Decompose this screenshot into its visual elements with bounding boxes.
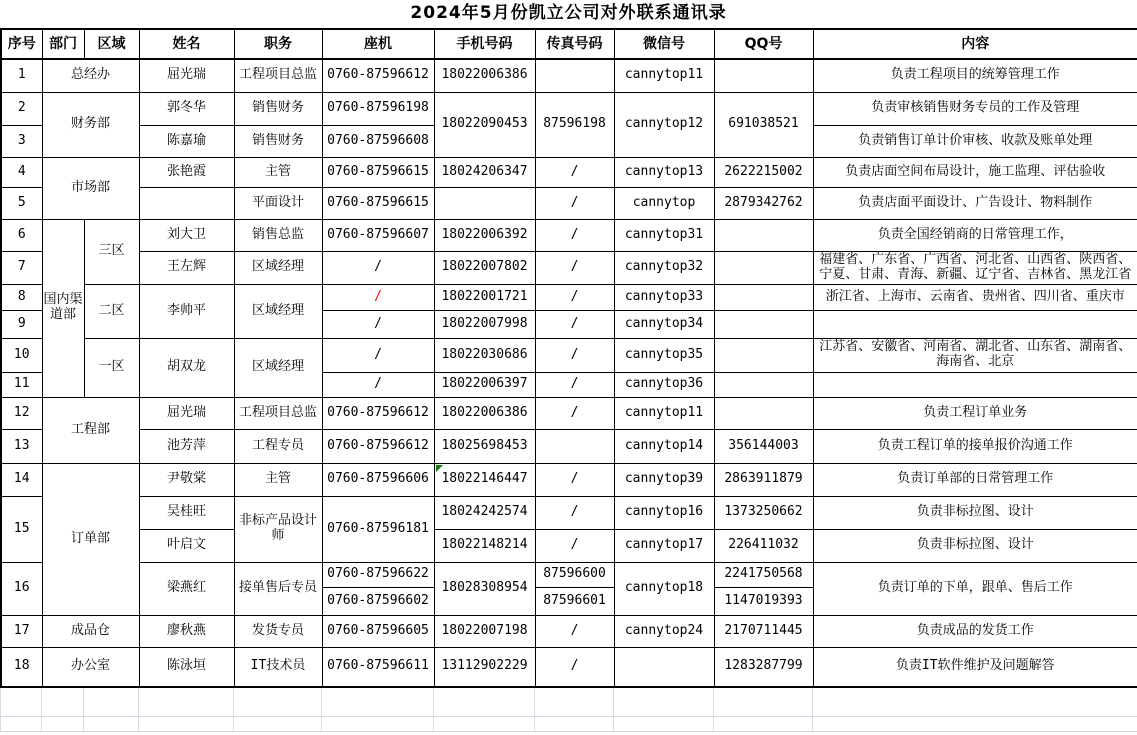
cell-position[interactable]: 平面设计 xyxy=(234,187,322,219)
cell-mobile[interactable]: 18022090453 xyxy=(434,92,535,157)
cell-name[interactable]: 屈光瑞 xyxy=(139,59,234,92)
cell-content[interactable]: 负责工程项目的统筹管理工作 xyxy=(813,59,1137,92)
cell-position[interactable]: 销售财务 xyxy=(234,125,322,157)
cell-landline[interactable]: / xyxy=(322,251,434,284)
cell-landline[interactable]: 0760-87596602 xyxy=(322,587,434,615)
cell-name[interactable]: 池芳萍 xyxy=(139,429,234,463)
cell-mobile[interactable]: 18022006392 xyxy=(434,219,535,251)
cell-fax[interactable]: / xyxy=(535,157,614,187)
cell-landline[interactable]: 0760-87596615 xyxy=(322,187,434,219)
cell-seq[interactable]: 2 xyxy=(1,92,42,125)
cell-content[interactable]: 负责审核销售财务专员的工作及管理 xyxy=(813,92,1137,125)
cell-content[interactable]: 负责非标拉图、设计 xyxy=(813,529,1137,562)
cell-wechat[interactable]: cannytop14 xyxy=(614,429,714,463)
cell-department[interactable]: 办公室 xyxy=(42,647,139,687)
cell-qq[interactable] xyxy=(714,219,813,251)
cell-position[interactable]: 发货专员 xyxy=(234,615,322,647)
cell-qq[interactable]: 1147019393 xyxy=(714,587,813,615)
cell-fax[interactable]: 87596600 xyxy=(535,562,614,587)
cell-seq[interactable]: 6 xyxy=(1,219,42,251)
cell-wechat[interactable]: cannytop33 xyxy=(614,284,714,310)
cell-name[interactable]: 屈光瑞 xyxy=(139,397,234,429)
cell-mobile[interactable] xyxy=(434,187,535,219)
cell-seq[interactable]: 10 xyxy=(1,338,42,372)
empty-cell[interactable] xyxy=(234,688,322,716)
cell-mobile[interactable]: 18022030686 xyxy=(434,338,535,372)
empty-grid xyxy=(0,688,1137,732)
cell-qq[interactable] xyxy=(714,397,813,429)
cell-seq[interactable]: 7 xyxy=(1,251,42,284)
cell-mobile[interactable]: 18028308954 xyxy=(434,562,535,615)
cell-landline[interactable]: / xyxy=(322,372,434,397)
cell-landline[interactable]: 0760-87596612 xyxy=(322,397,434,429)
cell-wechat[interactable]: cannytop35 xyxy=(614,338,714,372)
cell-position[interactable]: 主管 xyxy=(234,157,322,187)
cell-qq[interactable] xyxy=(714,310,813,338)
cell-mobile[interactable]: 18024242574 xyxy=(434,496,535,529)
cell-seq[interactable]: 4 xyxy=(1,157,42,187)
cell-content[interactable]: 负责店面空间布局设计，施工监理、评估验收 xyxy=(813,157,1137,187)
cell-seq[interactable]: 9 xyxy=(1,310,42,338)
cell-seq[interactable]: 13 xyxy=(1,429,42,463)
cell-landline[interactable]: 0760-87596607 xyxy=(322,219,434,251)
cell-seq[interactable]: 8 xyxy=(1,284,42,310)
empty-cell[interactable] xyxy=(434,716,535,731)
cell-mobile[interactable]: 18022001721 xyxy=(434,284,535,310)
empty-cell[interactable] xyxy=(535,716,614,731)
cell-qq[interactable]: 691038521 xyxy=(714,92,813,157)
cell-mobile[interactable]: 18022007802 xyxy=(434,251,535,284)
cell-landline[interactable]: / xyxy=(322,310,434,338)
cell-name[interactable]: 郭冬华 xyxy=(139,92,234,125)
cell-seq[interactable]: 18 xyxy=(1,647,42,687)
empty-cell[interactable] xyxy=(434,688,535,716)
cell-qq[interactable]: 1283287799 xyxy=(714,647,813,687)
cell-content[interactable]: 负责销售订单计价审核、收款及账单处理 xyxy=(813,125,1137,157)
cell-landline[interactable]: / xyxy=(322,338,434,372)
cell-mobile[interactable]: 13112902229 xyxy=(434,647,535,687)
cell-name[interactable]: 刘大卫 xyxy=(139,219,234,251)
empty-cell[interactable] xyxy=(813,688,1137,716)
cell-fax[interactable]: / xyxy=(535,372,614,397)
cell-content[interactable]: 负责成品的发货工作 xyxy=(813,615,1137,647)
cell-wechat[interactable] xyxy=(614,647,714,687)
empty-cell[interactable] xyxy=(714,716,813,731)
cell-region[interactable]: 一区 xyxy=(84,338,139,397)
cell-wechat[interactable]: cannytop12 xyxy=(614,92,714,157)
cell-content[interactable] xyxy=(813,372,1137,397)
cell-fax[interactable]: 87596198 xyxy=(535,92,614,157)
cell-qq[interactable]: 2170711445 xyxy=(714,615,813,647)
cell-mobile[interactable]: 18024206347 xyxy=(434,157,535,187)
cell-position[interactable]: 销售总监 xyxy=(234,219,322,251)
table-body xyxy=(1,59,1137,687)
cell-wechat[interactable]: cannytop17 xyxy=(614,529,714,562)
cell-content[interactable]: 负责非标拉图、设计 xyxy=(813,496,1137,529)
cell-qq[interactable]: 1373250662 xyxy=(714,496,813,529)
cell-qq[interactable] xyxy=(714,59,813,92)
table-header xyxy=(1,29,1137,59)
header-cell-qq[interactable]: QQ号 xyxy=(714,29,813,59)
cell-wechat[interactable]: cannytop31 xyxy=(614,219,714,251)
cell-qq[interactable]: 2622215002 xyxy=(714,157,813,187)
cell-landline[interactable]: 0760-87596612 xyxy=(322,59,434,92)
cell-position[interactable]: 工程项目总监 xyxy=(234,397,322,429)
cell-position[interactable]: 工程项目总监 xyxy=(234,59,322,92)
cell-wechat[interactable]: cannytop13 xyxy=(614,157,714,187)
empty-cell[interactable] xyxy=(84,688,139,716)
cell-department[interactable]: 成品仓 xyxy=(42,615,139,647)
cell-content[interactable]: 负责工程订单的接单报价沟通工作 xyxy=(813,429,1137,463)
cell-wechat[interactable]: cannytop xyxy=(614,187,714,219)
cell-qq[interactable]: 2879342762 xyxy=(714,187,813,219)
cell-qq[interactable]: 2241750568 xyxy=(714,562,813,587)
cell-name[interactable]: 李帅平 xyxy=(139,284,234,338)
cell-mobile[interactable]: 18025698453 xyxy=(434,429,535,463)
cell-qq[interactable] xyxy=(714,284,813,310)
empty-cell[interactable] xyxy=(234,716,322,731)
cell-qq[interactable]: 356144003 xyxy=(714,429,813,463)
empty-cell[interactable] xyxy=(139,688,234,716)
header-cell-fax[interactable]: 传真号码 xyxy=(535,29,614,59)
empty-cell[interactable] xyxy=(714,688,813,716)
cell-name[interactable]: 廖秋燕 xyxy=(139,615,234,647)
cell-department[interactable]: 国内渠道部 xyxy=(42,219,84,397)
cell-landline[interactable]: 0760-87596606 xyxy=(322,463,434,496)
cell-qq[interactable] xyxy=(714,251,813,284)
cell-position[interactable]: 非标产品设计师 xyxy=(234,496,322,562)
empty-cell[interactable] xyxy=(1,688,42,716)
cell-mobile[interactable]: 18022146447 xyxy=(434,463,535,496)
header-cell-name[interactable]: 姓名 xyxy=(139,29,234,59)
cell-name[interactable]: 陈泳垣 xyxy=(139,647,234,687)
empty-cell[interactable] xyxy=(1,716,42,731)
cell-content[interactable]: 负责店面平面设计、广告设计、物料制作 xyxy=(813,187,1137,219)
contact-table xyxy=(0,28,1137,688)
cell-mobile[interactable]: 18022006397 xyxy=(434,372,535,397)
cell-name[interactable]: 吴桂旺 xyxy=(139,496,234,529)
empty-cell[interactable] xyxy=(84,716,139,731)
cell-content[interactable]: 负责全国经销商的日常管理工作， xyxy=(813,219,1137,251)
cell-fax[interactable]: 87596601 xyxy=(535,587,614,615)
cell-fax[interactable]: / xyxy=(535,615,614,647)
header-cell-region[interactable]: 区域 xyxy=(84,29,139,59)
cell-fax[interactable]: / xyxy=(535,496,614,529)
cell-position[interactable]: 主管 xyxy=(234,463,322,496)
empty-cell[interactable] xyxy=(614,688,714,716)
cell-region[interactable]: 二区 xyxy=(84,284,139,338)
cell-content[interactable]: 福建省、广东省、广西省、河北省、山西省、陕西省、宁夏、甘肃、青海、新疆、辽宁省、吉林省、黑龙江省 xyxy=(813,251,1137,284)
cell-position[interactable]: 区域经理 xyxy=(234,284,322,338)
cell-content[interactable]: 江苏省、安徽省、河南省、湖北省、山东省、湖南省、海南省、北京 xyxy=(813,338,1137,372)
empty-cell[interactable] xyxy=(535,688,614,716)
cell-name[interactable]: 叶启文 xyxy=(139,529,234,562)
empty-cell[interactable] xyxy=(813,716,1137,731)
cell-landline[interactable]: 0760-87596605 xyxy=(322,615,434,647)
cell-qq[interactable]: 226411032 xyxy=(714,529,813,562)
cell-fax[interactable]: / xyxy=(535,251,614,284)
cell-content[interactable]: 负责订单的下单，跟单、售后工作 xyxy=(813,562,1137,615)
cell-wechat[interactable]: cannytop34 xyxy=(614,310,714,338)
cell-wechat[interactable]: cannytop39 xyxy=(614,463,714,496)
cell-seq[interactable]: 14 xyxy=(1,463,42,496)
cell-seq[interactable]: 16 xyxy=(1,562,42,615)
cell-department[interactable]: 市场部 xyxy=(42,157,139,219)
cell-content[interactable]: 负责工程订单业务 xyxy=(813,397,1137,429)
cell-department[interactable]: 总经办 xyxy=(42,59,139,92)
cell-department[interactable]: 订单部 xyxy=(42,463,139,615)
cell-name[interactable]: 胡双龙 xyxy=(139,338,234,397)
cell-mobile[interactable]: 18022007198 xyxy=(434,615,535,647)
header-cell-position[interactable]: 职务 xyxy=(234,29,322,59)
cell-fax[interactable]: / xyxy=(535,187,614,219)
cell-position[interactable]: 接单售后专员 xyxy=(234,562,322,615)
empty-cell[interactable] xyxy=(42,688,84,716)
cell-position[interactable]: 区域经理 xyxy=(234,251,322,284)
cell-wechat[interactable]: cannytop36 xyxy=(614,372,714,397)
cell-fax[interactable]: / xyxy=(535,219,614,251)
cell-fax[interactable]: / xyxy=(535,338,614,372)
cell-landline[interactable]: 0760-87596622 xyxy=(322,562,434,587)
cell-position[interactable]: 销售财务 xyxy=(234,92,322,125)
cell-position[interactable]: 工程专员 xyxy=(234,429,322,463)
empty-cell[interactable] xyxy=(322,716,434,731)
header-cell-department[interactable]: 部门 xyxy=(42,29,84,59)
cell-fax[interactable]: / xyxy=(535,463,614,496)
cell-landline[interactable]: 0760-87596612 xyxy=(322,429,434,463)
sheet-title: 2024年5月份凯立公司对外联系通讯录 xyxy=(410,3,727,23)
cell-content[interactable]: 负责IT软件维护及问题解答 xyxy=(813,647,1137,687)
cell-qq[interactable] xyxy=(714,338,813,372)
cell-mobile[interactable]: 18022006386 xyxy=(434,59,535,92)
cell-position[interactable]: 区域经理 xyxy=(234,338,322,397)
cell-seq[interactable]: 17 xyxy=(1,615,42,647)
header-cell-mobile[interactable]: 手机号码 xyxy=(434,29,535,59)
cell-wechat[interactable]: cannytop18 xyxy=(614,562,714,615)
cell-content[interactable]: 负责订单部的日常管理工作 xyxy=(813,463,1137,496)
cell-wechat[interactable]: cannytop11 xyxy=(614,397,714,429)
cell-department[interactable]: 工程部 xyxy=(42,397,139,463)
cell-landline[interactable]: 0760-87596611 xyxy=(322,647,434,687)
cell-fax[interactable] xyxy=(535,429,614,463)
cell-region[interactable]: 三区 xyxy=(84,219,139,284)
header-cell-content[interactable]: 内容 xyxy=(813,29,1137,59)
cell-landline[interactable]: 0760-87596181 xyxy=(322,496,434,562)
cell-name[interactable]: 王左辉 xyxy=(139,251,234,284)
cell-name[interactable]: 陈嘉瑜 xyxy=(139,125,234,157)
cell-name[interactable]: 张艳霞 xyxy=(139,157,234,187)
cell-fax[interactable]: / xyxy=(535,397,614,429)
cell-content[interactable] xyxy=(813,310,1137,338)
cell-mobile[interactable]: 18022007998 xyxy=(434,310,535,338)
cell-department[interactable]: 财务部 xyxy=(42,92,139,157)
empty-cell[interactable] xyxy=(614,716,714,731)
cell-seq[interactable]: 15 xyxy=(1,496,42,562)
cell-fax[interactable]: / xyxy=(535,310,614,338)
cell-seq[interactable]: 3 xyxy=(1,125,42,157)
cell-landline[interactable]: 0760-87596608 xyxy=(322,125,434,157)
cell-landline[interactable]: 0760-87596198 xyxy=(322,92,434,125)
cell-name[interactable]: 梁燕红 xyxy=(139,562,234,615)
cell-qq[interactable] xyxy=(714,372,813,397)
cell-name[interactable]: 尹敬棠 xyxy=(139,463,234,496)
cell-fax[interactable]: / xyxy=(535,529,614,562)
empty-cell[interactable] xyxy=(139,716,234,731)
header-cell-seq[interactable]: 序号 xyxy=(1,29,42,59)
header-cell-wechat[interactable]: 微信号 xyxy=(614,29,714,59)
cell-position[interactable]: IT技术员 xyxy=(234,647,322,687)
cell-fax[interactable]: / xyxy=(535,284,614,310)
cell-seq[interactable]: 1 xyxy=(1,59,42,92)
cell-wechat[interactable]: cannytop16 xyxy=(614,496,714,529)
header-cell-landline[interactable]: 座机 xyxy=(322,29,434,59)
cell-seq[interactable]: 11 xyxy=(1,372,42,397)
cell-fax[interactable]: / xyxy=(535,647,614,687)
cell-name[interactable] xyxy=(139,187,234,219)
cell-mobile[interactable]: 18022148214 xyxy=(434,529,535,562)
empty-cell[interactable] xyxy=(42,716,84,731)
cell-landline[interactable]: / xyxy=(322,284,434,310)
cell-wechat[interactable]: cannytop11 xyxy=(614,59,714,92)
cell-mobile[interactable]: 18022006386 xyxy=(434,397,535,429)
cell-wechat[interactable]: cannytop24 xyxy=(614,615,714,647)
cell-wechat[interactable]: cannytop32 xyxy=(614,251,714,284)
cell-content[interactable]: 浙江省、上海市、云南省、贵州省、四川省、重庆市 xyxy=(813,284,1137,310)
empty-cell[interactable] xyxy=(322,688,434,716)
cell-qq[interactable]: 2863911879 xyxy=(714,463,813,496)
cell-fax[interactable] xyxy=(535,59,614,92)
cell-seq[interactable]: 5 xyxy=(1,187,42,219)
cell-seq[interactable]: 12 xyxy=(1,397,42,429)
error-indicator-icon xyxy=(436,465,443,472)
cell-landline[interactable]: 0760-87596615 xyxy=(322,157,434,187)
